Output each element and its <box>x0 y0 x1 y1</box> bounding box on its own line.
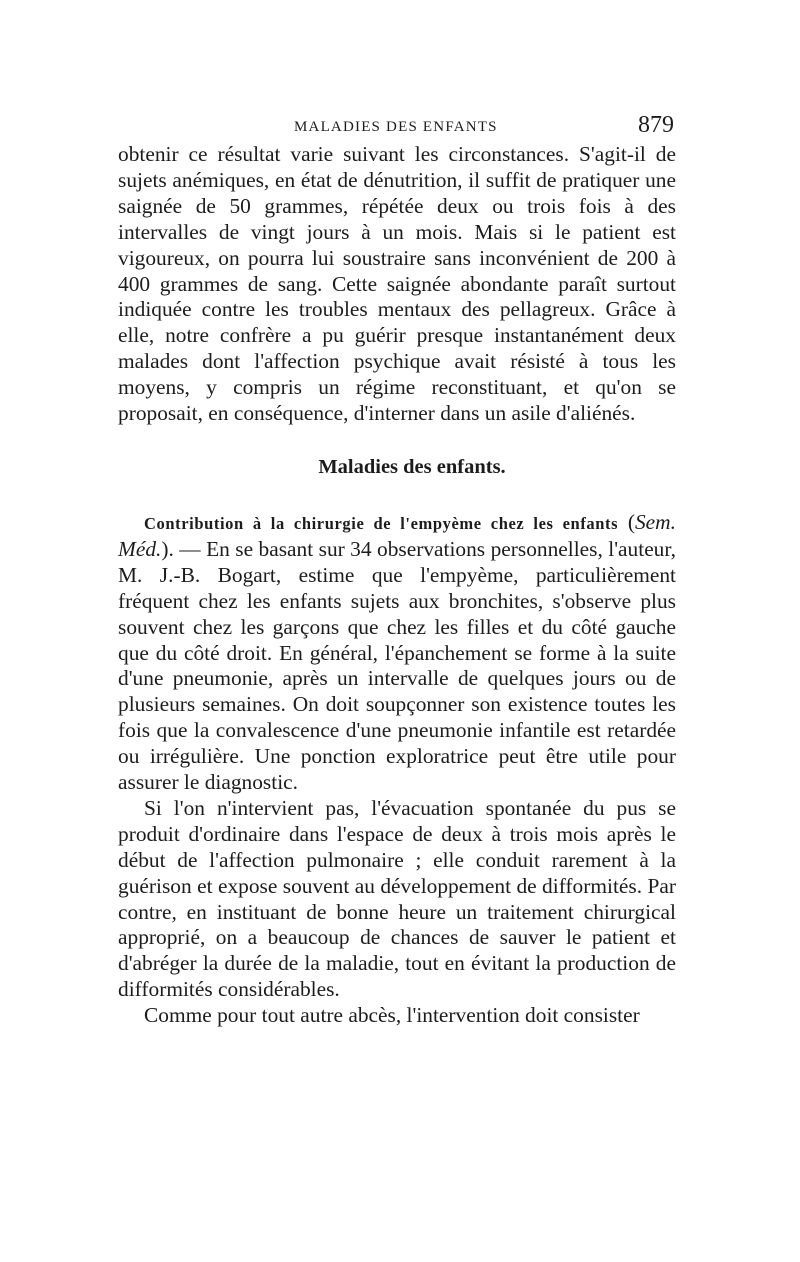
reference-open: ( <box>618 509 635 534</box>
article-title: Contribution à la chirurgie de l'empyème chez les enfants <box>144 513 619 533</box>
document-page <box>118 112 676 1029</box>
running-header <box>118 112 676 142</box>
running-title: MALADIES DES ENFANTS <box>294 119 498 135</box>
article-paragraph-2: Si l'on n'intervient pas, l'évacuation spontanée du pus se produit d'ordinaire dans l'espace de deux à trois mois après le début de l'affection pulmonaire ; elle conduit rarement à la guérison et expose souvent au développement de difformités. Par contre, en instituant de bonne heure un traitement chirurgical approprié, on a beaucoup de chances de sauver le patient et d'abréger la durée de la maladie, tout en évitant la production de difformités considérables. <box>118 795 676 1002</box>
reference-close: ). — <box>161 536 207 561</box>
continuation-paragraph: obtenir ce résultat varie suivant les circonstances. S'agit-il de sujets anémiques, en état de dénutrition, il suffit de pratiquer une saignée de 50 grammes, répétée deux ou trois fois à des intervalles de vingt jours à un mois. Mais si le patient est vigoureux, on pourra lui soustraire sans inconvénient de 200 à 400 grammes de sang. Cette saignée abondante paraît surtout indiquée contre les troubles mentaux des pellagreux. Grâce à elle, notre confrère a pu guérir presque instantanément deux malades dont l'affection psychique avait résisté à tous les moyens, y compris un régime reconstituant, et qu'on se proposait, en conséquence, d'interner dans un asile d'aliénés. <box>118 142 676 426</box>
article-paragraph-1 <box>118 510 676 796</box>
paragraph-1-text: En se basant sur 34 observations personnelles, l'auteur, M. J.-B. Bogart, estime que l'empyème, particulièrement fréquent chez les enfants sujets aux bronchites, s'observe plus souvent chez les garçons que chez les filles et du côté gauche que du côté droit. En général, l'épanchement se forme à la suite d'une pneumonie, après un intervalle de quelques jours ou de plusieurs semaines. On doit soupçonner son existence toutes les fois que la convalescence d'une pneumonie infantile est retardée ou irrégulière. Une ponction exploratrice peut être utile pour assurer le diagnostic. <box>118 536 676 795</box>
article-reference: Sem. Méd. <box>118 509 676 561</box>
body-text <box>118 142 676 1029</box>
article-paragraph-3: Comme pour tout autre abcès, l'intervention doit consister <box>144 1003 640 1028</box>
section-heading: Maladies des enfants. <box>318 455 506 478</box>
page-number: 879 <box>638 112 674 138</box>
